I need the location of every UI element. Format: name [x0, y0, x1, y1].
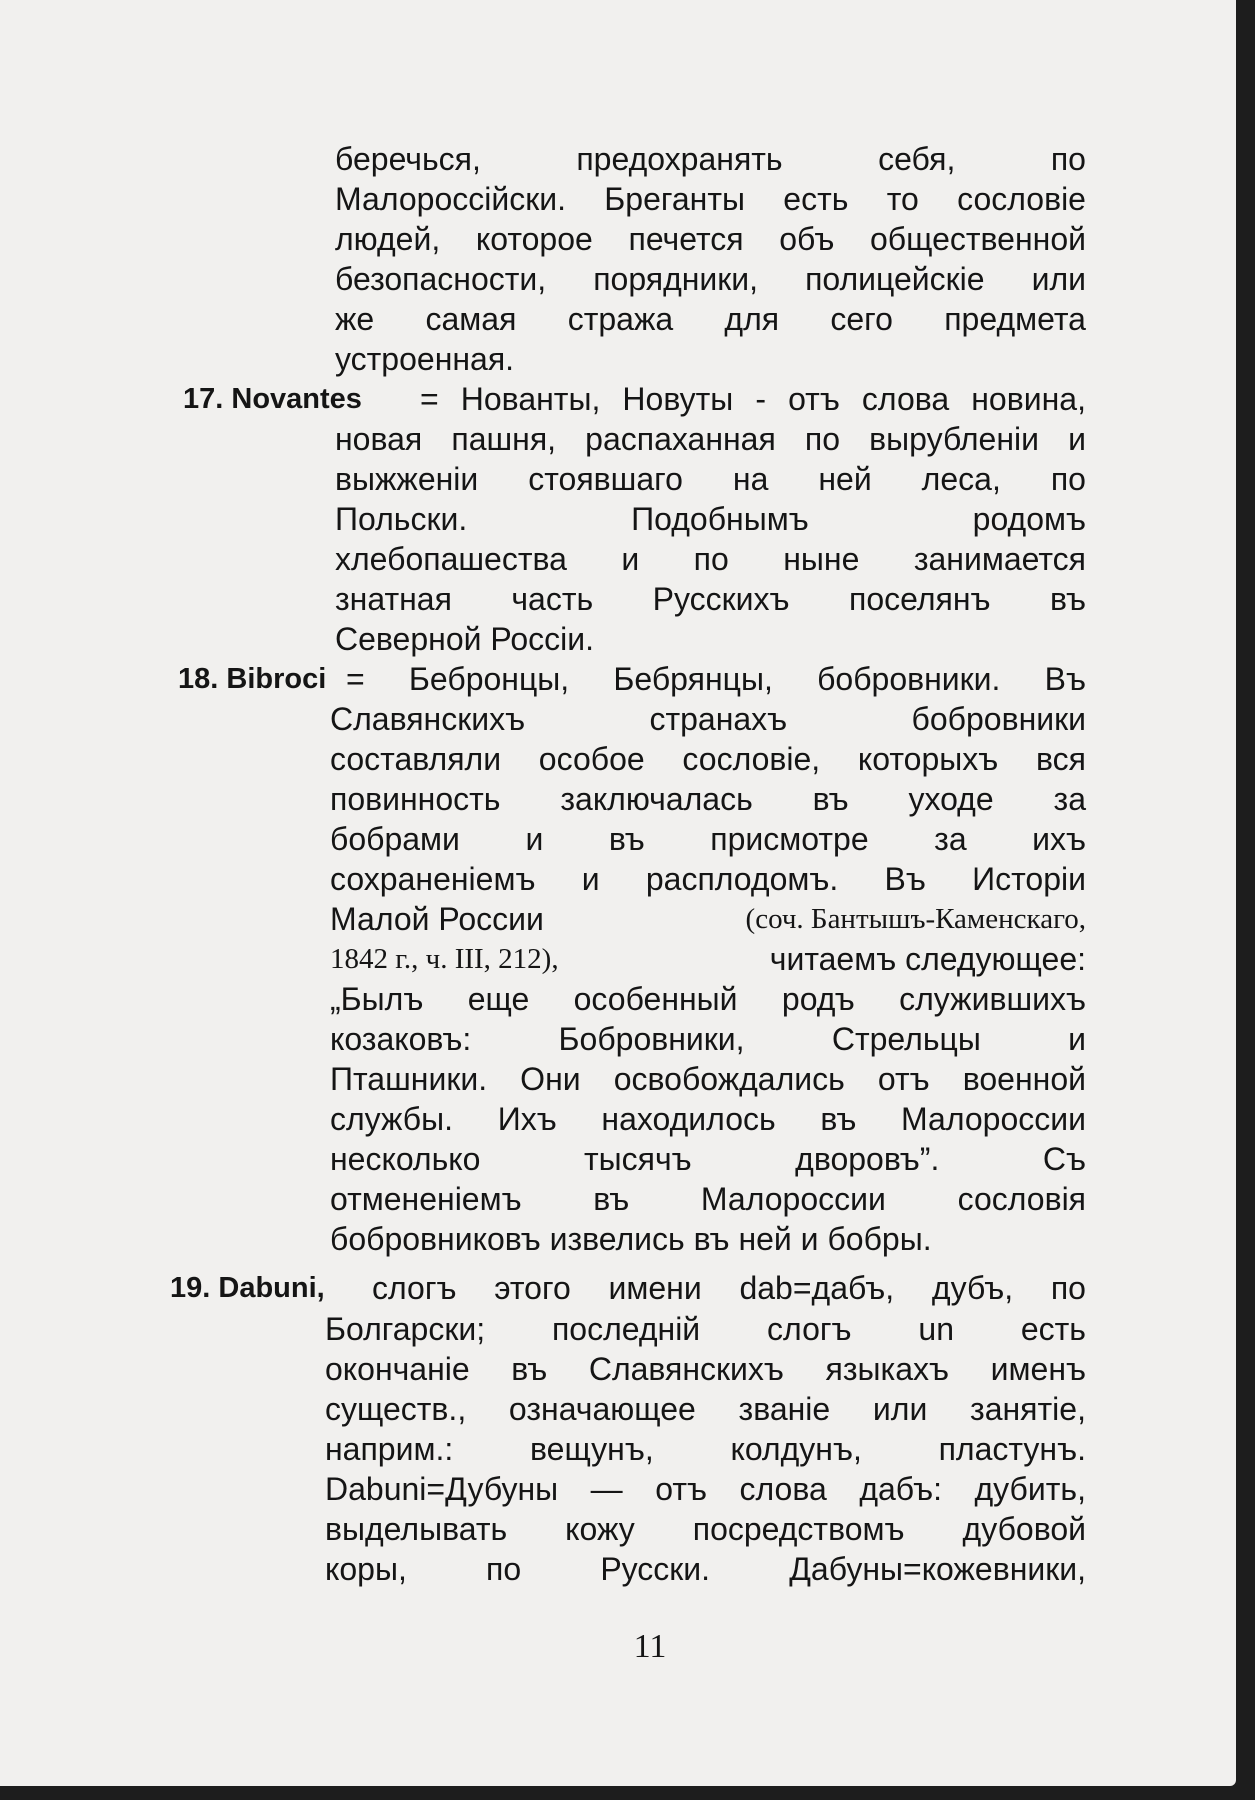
text-line: отмененіемъ въ Малороссии сословія [330, 1181, 1086, 1217]
text-line: слогъ этого имени dab=дабъ, дубъ, по [372, 1270, 1086, 1306]
text-line: людей, которое печется объ общественной [335, 221, 1086, 257]
text-line: хлебопашества и по ныне занимается [335, 541, 1086, 577]
text-line: несколько тысячъ дворовъ”. Съ [330, 1141, 1086, 1177]
text-line: же самая стража для сего предмета [335, 301, 1086, 337]
page-number: 11 [633, 1628, 667, 1665]
text-line: Славянскихъ странахъ бобровники [330, 701, 1086, 737]
text-line: выделывать кожу посредствомъ дубовой [325, 1511, 1086, 1547]
text-segment: Малой России [330, 901, 544, 937]
text-line [330, 899, 1086, 939]
text-line: бобрами и въ присмотре за ихъ [330, 821, 1086, 857]
text-line: „Былъ еще особенный родъ служившихъ [330, 981, 1086, 1017]
text-line: сохраненіемъ и расплодомъ. Въ Исторіи [330, 861, 1086, 897]
text-line: устроенная. [335, 341, 515, 377]
entry-18-label: 18. Bibroci [178, 663, 327, 695]
text-line: Болгарски; последній слогъ un есть [325, 1311, 1086, 1347]
text-line: знатная часть Русскихъ поселянъ въ [335, 581, 1086, 617]
text-segment: читаемъ следующее: [769, 941, 1086, 977]
text-line: Польски. Подобнымъ родомъ [335, 501, 1086, 537]
text-line: составляли особое сословіе, которыхъ вся [330, 741, 1086, 777]
text-line: = Нованты, Новуты - отъ слова новина, [420, 381, 1086, 417]
text-line: повинность заключалась въ уходе за [330, 781, 1086, 817]
text-line: службы. Ихъ находилось въ Малороссии [330, 1101, 1086, 1137]
text-line: новая пашня, распаханная по вырубленіи и [335, 421, 1086, 457]
text-segment: 1842 г., ч. III, 212), [330, 943, 559, 975]
text-line: бобровниковъ извелись въ ней и бобры. [330, 1221, 932, 1257]
text-line: козаковъ: Бобровники, Стрельцы и [330, 1021, 1086, 1057]
text-line: коры, по Русски. Дабуны=кожевники, [325, 1551, 1086, 1587]
text-line: выжженіи стоявшаго на ней леса, по [335, 461, 1086, 497]
text-line: окончаніе въ Славянскихъ языкахъ именъ [325, 1351, 1086, 1387]
entry-19-label: 19. Dabuni, [170, 1272, 325, 1304]
text-line: наприм.: вещунъ, колдунъ, пластунъ. [325, 1431, 1086, 1467]
text-line: Dabuni=Дубуны — отъ слова дабъ: дубить, [325, 1471, 1086, 1507]
text-line: Пташники. Они освобождались отъ военной [330, 1061, 1086, 1097]
text-line: Северной Россіи. [335, 621, 594, 657]
text-line: беречься, предохранять себя, по [335, 141, 1086, 177]
text-line: Малороссійски. Бреганты есть то сословіе [335, 181, 1086, 217]
text-line [330, 939, 1086, 979]
text-line: безопасности, порядники, полицейскіе или [335, 261, 1086, 297]
text-segment: (соч. Бантышъ-Каменскаго, [745, 903, 1086, 935]
text-line: существ., означающее званіе или занятіе, [325, 1391, 1086, 1427]
text-line: = Бебронцы, Бебрянцы, бобровники. Въ [346, 661, 1086, 697]
entry-17-label: 17. Novantes [183, 383, 362, 415]
